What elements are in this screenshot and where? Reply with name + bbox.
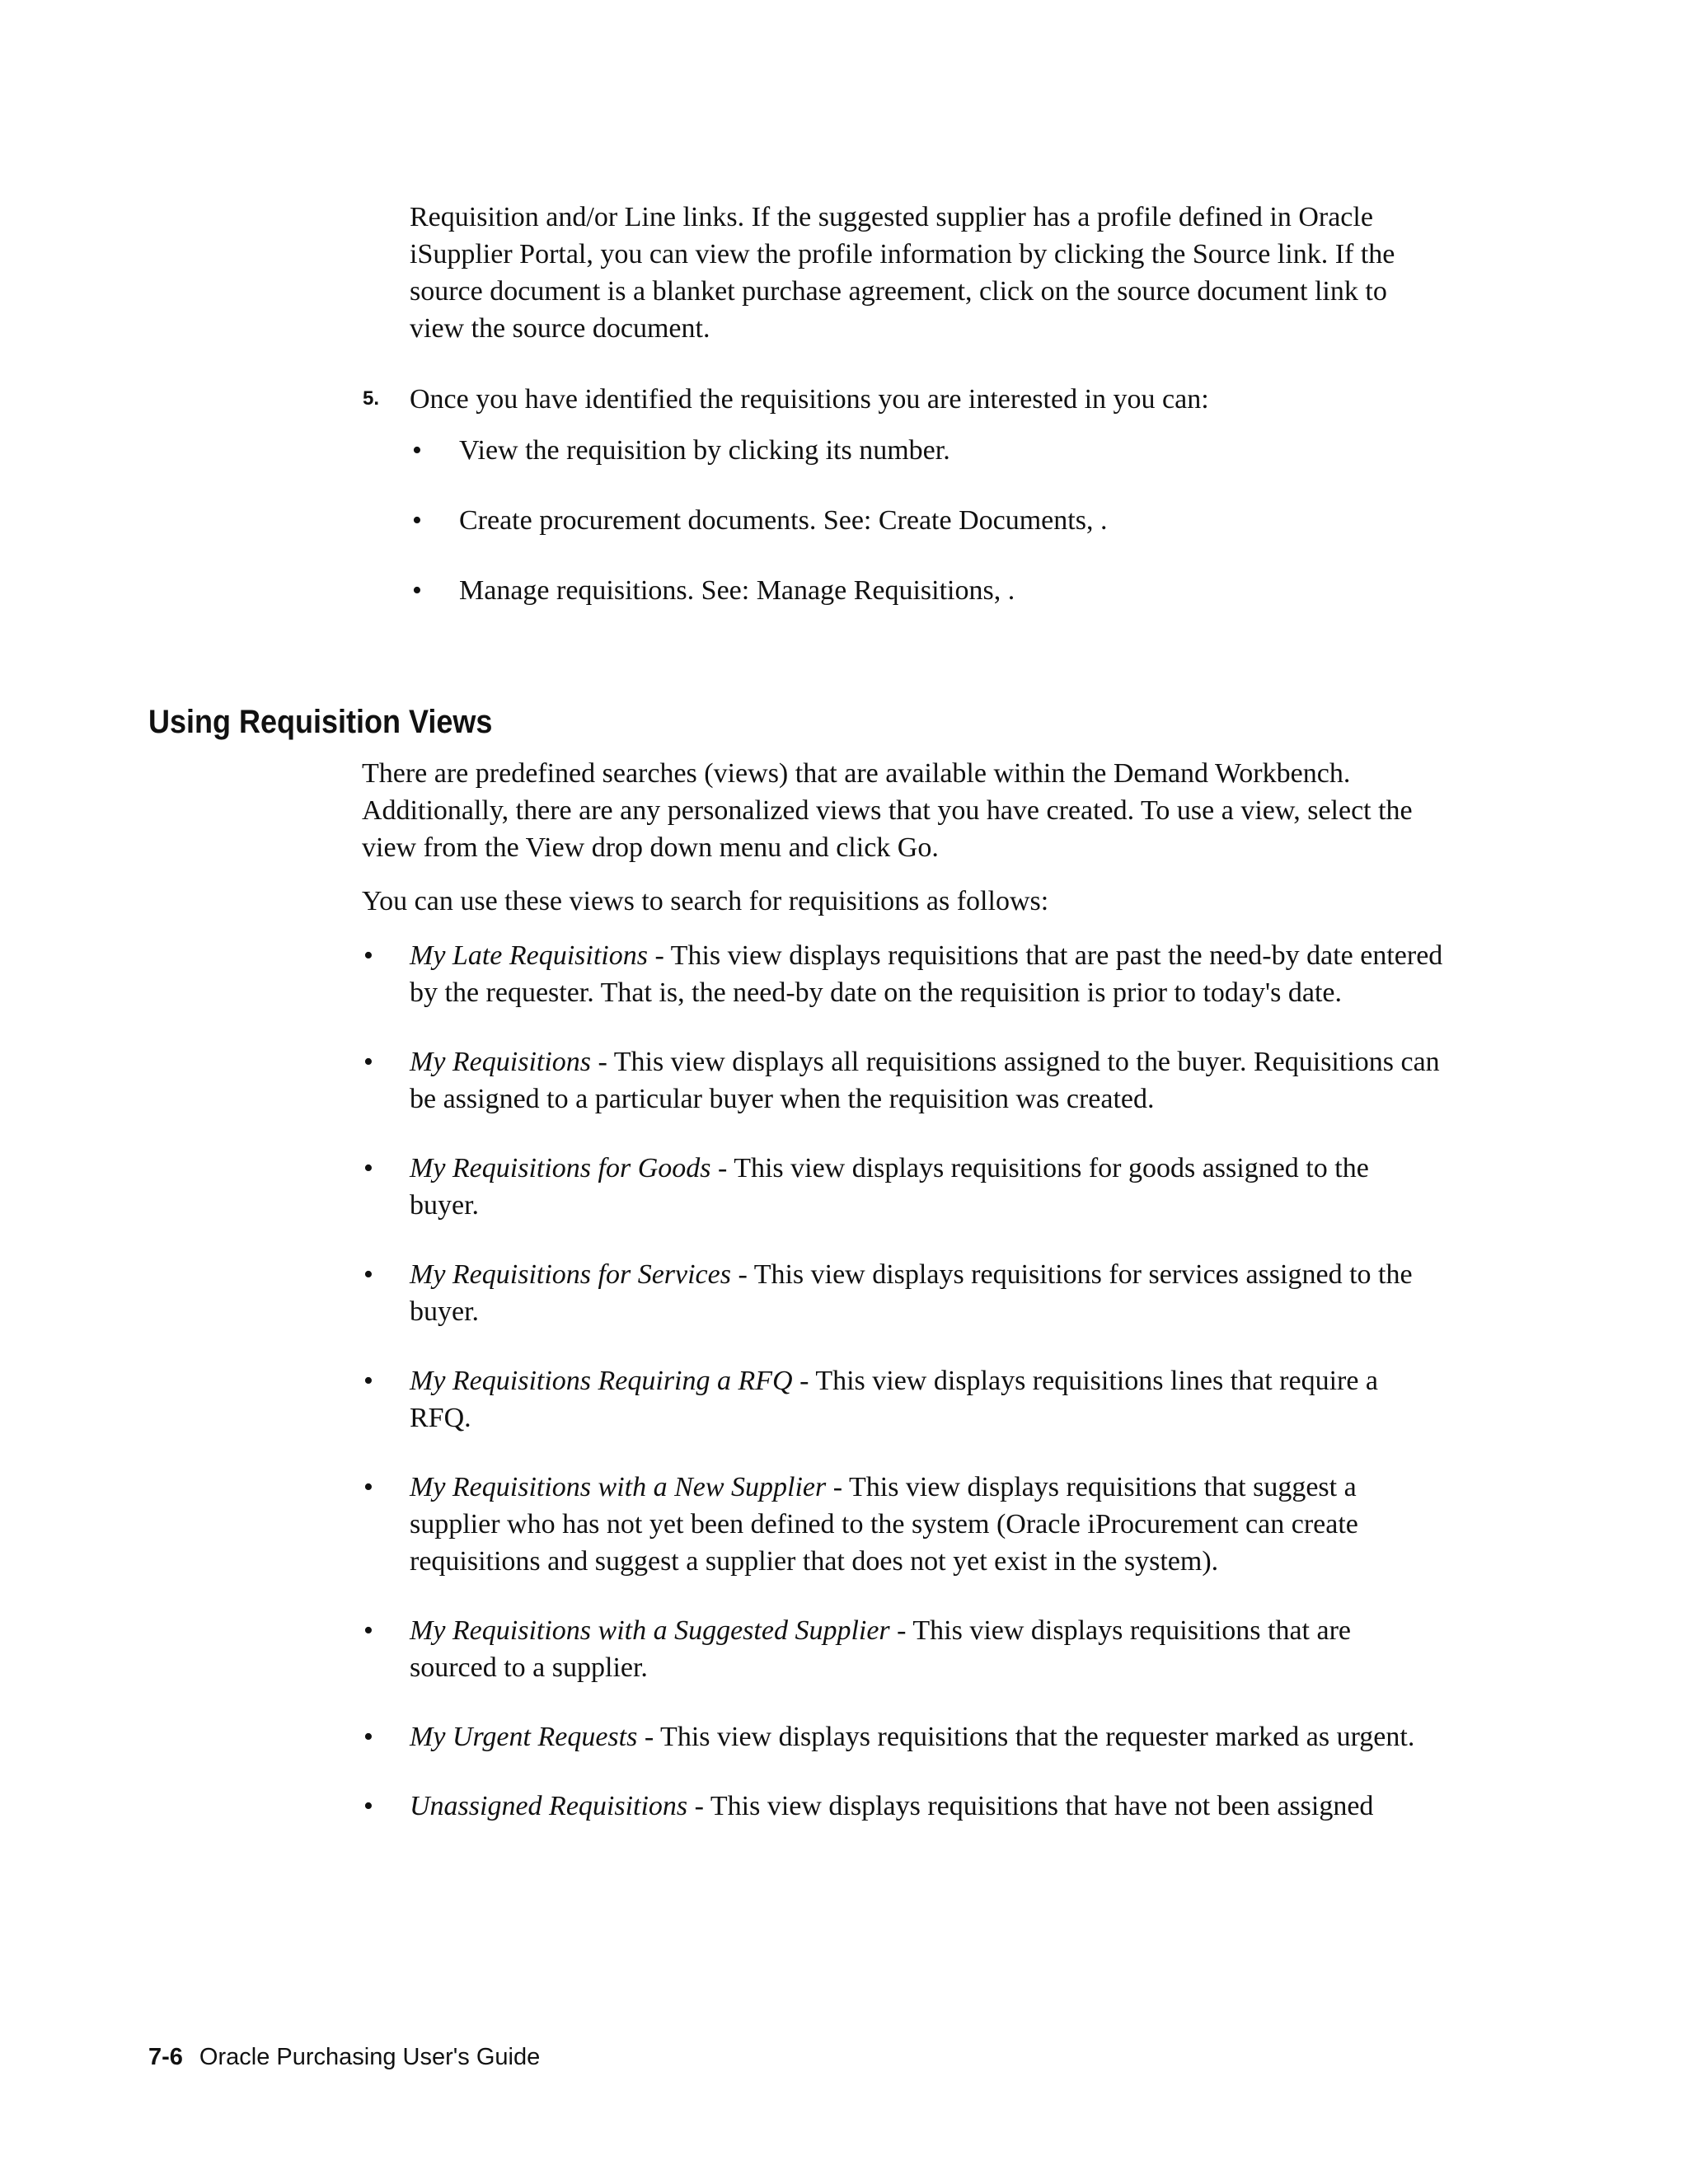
list-item [0,1043,1688,1118]
bullet-icon: • [363,1153,373,1183]
list-item [0,572,1688,609]
bullet-icon: • [363,1722,373,1752]
list-item [0,1612,1688,1686]
view-name: My Requisitions with a Suggested Supplier [410,1615,890,1646]
bullet-icon: • [363,1366,373,1396]
view-name: My Requisitions for Goods [410,1153,711,1183]
list-item-text [410,1718,1445,1755]
list-item-text [410,1150,1445,1224]
view-description: - This view displays requisitions that the requester marked as urgent. [637,1722,1415,1752]
list-item-text [410,1256,1445,1330]
view-name: My Urgent Requests [410,1722,638,1752]
list-item-text [410,1788,1445,1825]
continuation-paragraph: Requisition and/or Line links. If the suggested supplier has a profile defined in Oracle iSupplier Portal, you can view the profile information by clicking the Source link. If the source document is a blanket purchase agreement, click on the source document link to view the source document. [410,202,1395,344]
list-item [0,1150,1688,1224]
view-name: Unassigned Requisitions [410,1791,688,1821]
view-description: - This view displays requisitions for goods assigned to the buyer. [410,1153,1369,1221]
section-intro-paragraph: There are predefined searches (views) that are available within the Demand Workbench. Additionally, there are any personalized views that you have created. To use a view, select the view from the View drop down menu and click Go. [362,758,1413,863]
view-description: - This view displays requisitions that are sourced to a supplier. [410,1615,1352,1683]
view-description: - This view displays requisitions that suggest a supplier who has not yet been defined to the system (Oracle iProcurement can create requisitions and suggest a supplier that does not yet exist in the system). [410,1472,1358,1577]
list-item-text [410,937,1445,1011]
list-item-text: Manage requisitions. See: Manage Requisitions, . [459,575,1015,606]
list-item [0,432,1688,469]
step-number: 5. [363,387,380,410]
list-item-text [410,1469,1445,1580]
list-item [0,1788,1688,1825]
bullet-icon: • [363,1791,373,1821]
bullet-icon: • [363,940,373,971]
step-text: Once you have identified the requisitions you are interested in you can: [410,384,1209,415]
list-item [0,1469,1688,1580]
footer-page-number: 7-6 [148,2044,183,2070]
section-heading: Using Requisition Views [148,704,493,740]
step-5-options-list [0,432,1688,642]
list-item-text: View the requisition by clicking its number. [459,435,950,466]
list-item-text [410,1362,1445,1436]
view-description: - This view displays requisitions for services assigned to the buyer. [410,1259,1413,1327]
view-name: My Requisitions for Services [410,1259,731,1290]
view-name: My Requisitions with a New Supplier [410,1472,827,1502]
list-item-text [410,1043,1445,1118]
bullet-icon: • [363,1047,373,1077]
view-description: - This view displays all requisitions assigned to the buyer. Requisitions can be assigned to a particular buyer when the requisition was created. [410,1047,1440,1114]
list-item [0,937,1688,1011]
view-description: - This view displays requisitions that have not been assigned [687,1791,1374,1821]
list-item-text [410,1612,1445,1686]
view-name: My Requisitions [410,1047,592,1077]
bullet-icon: • [363,1615,373,1646]
page-footer [148,2042,540,2072]
bullet-icon: • [412,505,422,536]
view-description: - This view displays requisitions that are past the need-by date entered by the requester. That is, the need-by date on the requisition is prior to today's date. [410,940,1443,1008]
list-item [0,1718,1688,1755]
view-name: My Late Requisitions [410,940,648,971]
list-item-text: Create procurement documents. See: Create Documents, . [459,505,1108,536]
bullet-icon: • [363,1472,373,1502]
views-list [0,937,1688,1857]
bullet-icon: • [412,575,422,606]
list-item [0,502,1688,539]
bullet-icon: • [363,1259,373,1290]
footer-book-title: Oracle Purchasing User's Guide [199,2044,541,2070]
section-intro-paragraph-2: You can use these views to search for requisitions as follows: [362,886,1049,916]
list-item [0,1256,1688,1330]
view-description: - This view displays requisitions lines that require a RFQ. [410,1366,1379,1433]
bullet-icon: • [412,435,422,466]
list-item [0,1362,1688,1436]
view-name: My Requisitions Requiring a RFQ [410,1366,793,1396]
